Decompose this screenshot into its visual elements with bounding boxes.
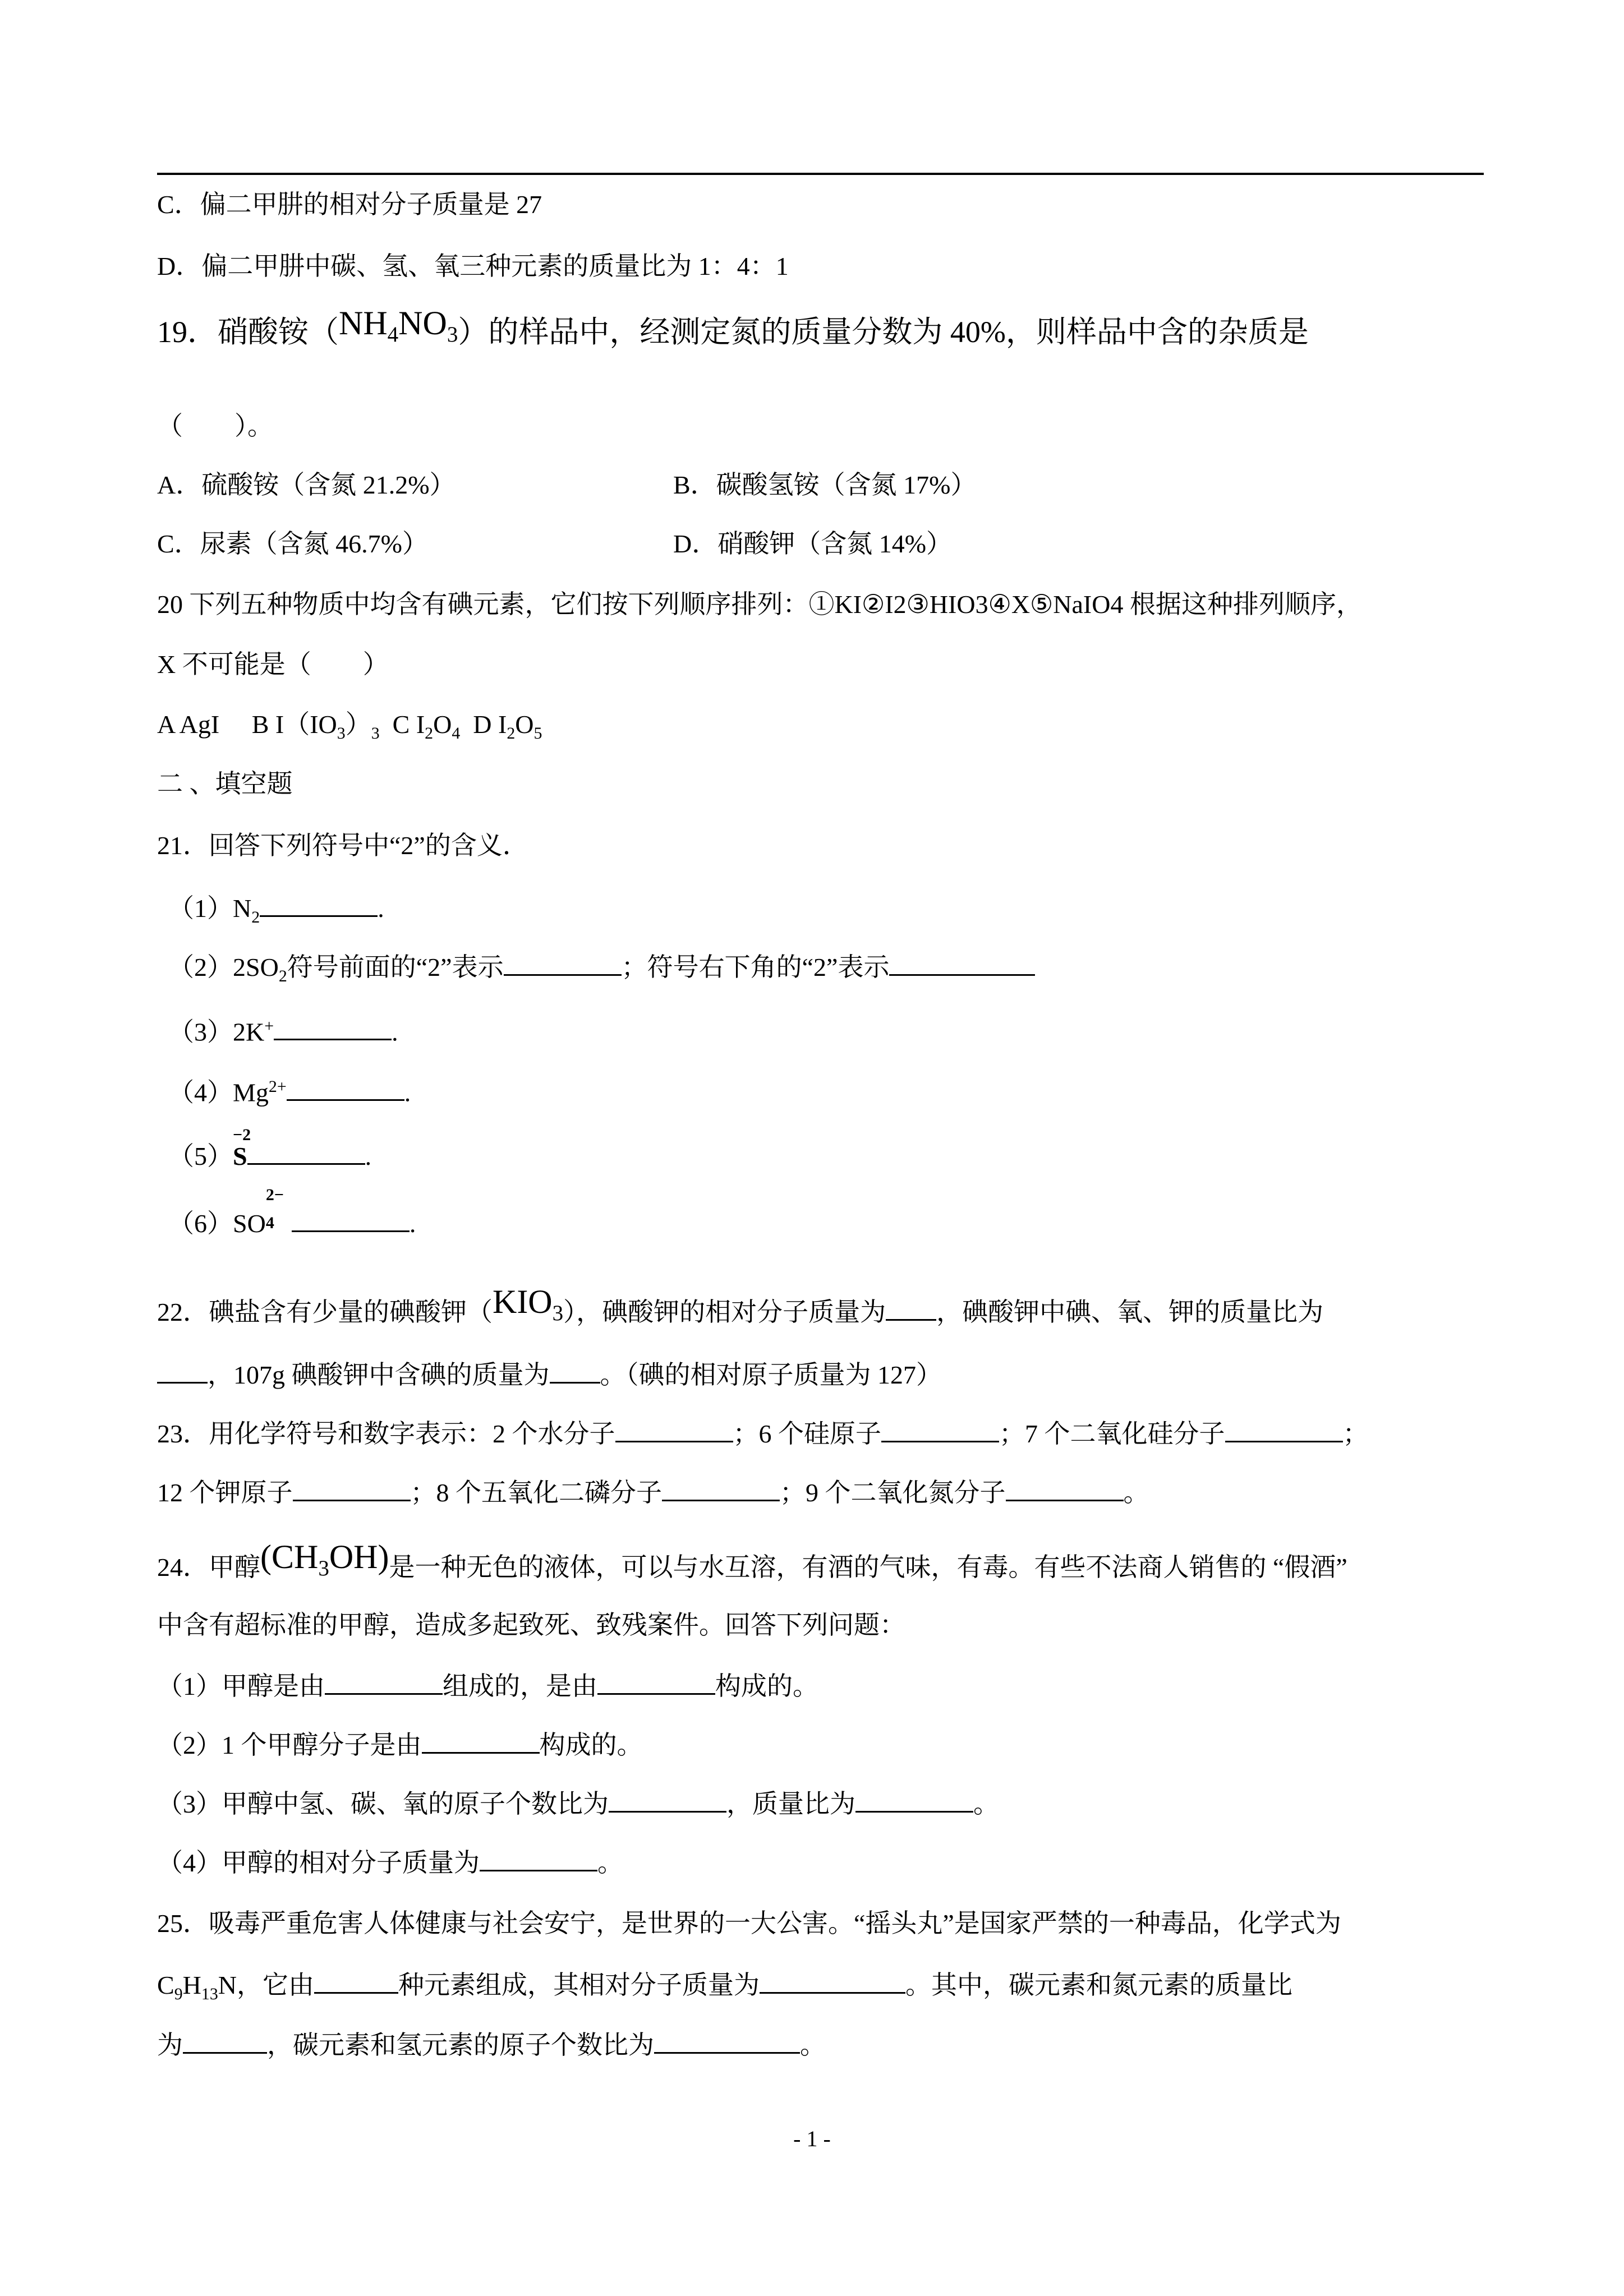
- q24-sub-2: [157, 1727, 643, 1762]
- option-text: C I: [392, 710, 425, 739]
- q23-line2: [157, 1475, 1149, 1510]
- answer-blank[interactable]: [422, 1727, 540, 1754]
- q19-suffix: ）的样品中，经测定氮的质量分数为 40%，则样品中含的杂质是: [458, 315, 1309, 349]
- formula-part: NO: [398, 305, 447, 342]
- q25-line1: 25．吸毒严重危害人体健康与社会安宁，是世界的一大公害。“摇头丸”是国家严禁的一种毒品，化学式为: [157, 1909, 1341, 1938]
- q25-text: N，它由: [218, 1971, 314, 1999]
- answer-blank[interactable]: [1225, 1416, 1343, 1442]
- subscript: 2: [251, 908, 260, 927]
- valence-symbol: [233, 1126, 251, 1173]
- formula-subscript: 13: [201, 1985, 218, 2004]
- q22-line1: [157, 1283, 1324, 1338]
- formula-subscript: 9: [174, 1985, 183, 2004]
- option-text: D I: [473, 710, 507, 739]
- answer-blank[interactable]: [247, 1138, 365, 1165]
- q25-text: 为: [157, 2031, 183, 2059]
- q24-text: ，质量比为: [726, 1790, 855, 1818]
- answer-blank[interactable]: [889, 949, 1035, 976]
- superscript: 2−: [265, 1186, 284, 1204]
- answer-blank[interactable]: [504, 949, 622, 976]
- subscript: 4: [265, 1214, 274, 1232]
- q23-text: ；8 个五氧化二磷分子: [410, 1478, 662, 1507]
- item-text: 符号前面的“2”表示: [287, 953, 504, 981]
- subscript: 3: [337, 724, 346, 743]
- punct: .: [404, 1078, 411, 1107]
- q19-formula: [339, 305, 458, 347]
- q24-text: 。: [597, 1848, 623, 1877]
- q24-text: 是一种无色的液体，可以与水互溶，有酒的气味，有毒。有些不法商人销售的 “假酒”: [389, 1553, 1347, 1582]
- q21-item-4: [168, 1070, 411, 1109]
- option-text: O: [433, 710, 452, 739]
- answer-blank[interactable]: [183, 2027, 267, 2054]
- q24-sub-4: [157, 1845, 623, 1880]
- formula-subscript: 3: [318, 1556, 329, 1580]
- item-text: ；符号右下角的“2”表示: [621, 953, 890, 981]
- answer-blank[interactable]: [287, 1075, 404, 1101]
- q20-stem-line1: 20 下列五种物质中均含有碘元素，它们按下列顺序排列：①KI②I2③HIO3④X⑤NaIO4 根据这种排列顺序，: [157, 590, 1362, 619]
- item-number: （1）: [168, 894, 233, 923]
- q21-item-5: [168, 1126, 372, 1173]
- item-number: （2）: [168, 953, 233, 981]
- punct: .: [365, 1142, 372, 1170]
- q24-text: （3）甲醇中氢、碳、氧的原子个数比为: [157, 1790, 609, 1818]
- formula-part: KIO: [493, 1283, 553, 1320]
- header-rule: [157, 173, 1484, 175]
- superscript: +: [264, 1017, 274, 1035]
- q23-text: ；6 个硅原子: [733, 1419, 881, 1448]
- answer-blank[interactable]: [314, 1967, 398, 1994]
- q22-text: ，107g 碘酸钾中含碘的质量为: [208, 1361, 550, 1389]
- item-number: （6）: [168, 1209, 233, 1238]
- q24-text: 构成的。: [715, 1672, 818, 1700]
- option-text: ）: [345, 710, 371, 739]
- q24-text: （1）甲醇是由: [157, 1672, 325, 1700]
- q20-option-c: [392, 710, 461, 743]
- punct: .: [409, 1209, 416, 1238]
- q25-text: ，碳元素和氢元素的原子个数比为: [267, 2031, 654, 2059]
- q19-prefix: 19．硝酸铵（: [157, 315, 339, 349]
- q19-option-c: C．尿素（含氮 46.7%）: [157, 529, 428, 558]
- punct: .: [392, 1017, 398, 1046]
- q25-text: 。: [800, 2031, 826, 2059]
- q24-text: （4）甲醇的相对分子质量为: [157, 1848, 480, 1877]
- item-number: （5）: [168, 1142, 233, 1170]
- formula-part: C: [157, 1971, 174, 1999]
- q21-item-6: [168, 1186, 416, 1241]
- q23-text: 。: [1123, 1478, 1149, 1507]
- q23-text: ；7 个二氧化硅分子: [999, 1419, 1225, 1448]
- answer-blank[interactable]: [480, 1845, 597, 1871]
- q19-stem: [157, 305, 1309, 359]
- q22-text: 22．碘盐含有少量的碘酸钾（: [157, 1298, 493, 1326]
- q21-item-2: [168, 949, 1035, 993]
- subscript: 2: [507, 724, 516, 743]
- q24-formula: [260, 1538, 389, 1580]
- item-number: （4）: [168, 1078, 233, 1107]
- q23-text: 12 个钾原子: [157, 1478, 293, 1507]
- option-text: B I（IO: [251, 710, 337, 739]
- q25-line2: [157, 1967, 1292, 2011]
- chem-symbol: 2SO: [233, 953, 279, 981]
- answer-blank[interactable]: [597, 1668, 715, 1695]
- q24-text: （2）1 个甲醇分子是由: [157, 1731, 422, 1759]
- q24-stem-line1: [157, 1538, 1347, 1593]
- q24-text: 24．甲醇: [157, 1553, 260, 1582]
- answer-blank[interactable]: [292, 1206, 410, 1232]
- option-text: O: [515, 710, 534, 739]
- q21-stem: 21．回答下列符号中“2”的含义．: [157, 831, 528, 860]
- answer-blank[interactable]: [855, 1786, 973, 1813]
- q19-answer-paren: （ ）。: [157, 412, 273, 440]
- answer-blank[interactable]: [662, 1475, 780, 1501]
- q21-item-1: [168, 891, 384, 934]
- q20-option-b: [251, 710, 380, 743]
- chem-symbol: SO: [233, 1209, 266, 1238]
- q25-text: 。其中，碳元素和氮元素的质量比: [905, 1971, 1292, 1999]
- q24-sub-3: [157, 1786, 999, 1821]
- answer-blank[interactable]: [881, 1416, 999, 1442]
- formula-part: OH): [329, 1538, 389, 1575]
- q24-text: 构成的。: [539, 1731, 643, 1759]
- answer-blank[interactable]: [274, 1014, 392, 1040]
- q25-text: 种元素组成，其相对分子质量为: [398, 1971, 760, 1999]
- formula-subscript: 3: [447, 322, 458, 347]
- q22-line2: [157, 1357, 942, 1392]
- formula-part: H: [182, 1971, 201, 1999]
- q24-stem-line2: 中含有超标准的甲醇，造成多起致死、致残案件。回答下列问题：: [157, 1611, 905, 1639]
- q24-text: 。: [973, 1790, 999, 1818]
- section-title: 二 、填空题: [157, 769, 293, 798]
- q23-line1: [157, 1416, 1369, 1451]
- formula-part: (CH: [260, 1538, 319, 1575]
- q22-text: ），碘酸钾的相对分子质量为: [563, 1298, 886, 1326]
- valence-mark: −2: [233, 1126, 251, 1144]
- answer-blank[interactable]: [654, 2027, 800, 2054]
- q20-option-a: A AgI: [157, 710, 220, 739]
- q23-text: ；9 个二氧化氮分子: [780, 1478, 1006, 1507]
- ion-symbol: [233, 1186, 284, 1241]
- chem-symbol: 2K: [233, 1017, 265, 1046]
- q18-option-d: D．偏二甲肼中碳、氢、氧三种元素的质量比为 1：4：1: [157, 252, 789, 280]
- q19-option-d: D．硝酸钾（含氮 14%）: [673, 529, 953, 558]
- formula-subscript: 4: [387, 322, 399, 347]
- q20-option-d: [473, 710, 542, 743]
- formula-part: NH: [339, 305, 388, 342]
- answer-blank[interactable]: [325, 1668, 443, 1695]
- answer-blank[interactable]: [615, 1416, 733, 1442]
- q19-option-a: A．硫酸铵（含氮 21.2%）: [157, 471, 456, 499]
- chem-symbol: Mg: [233, 1078, 269, 1107]
- q18-option-c: C．偏二甲肼的相对分子质量是 27: [157, 190, 542, 219]
- chem-symbol: S: [233, 1142, 247, 1170]
- subscript: 3: [371, 724, 380, 743]
- answer-blank[interactable]: [157, 1357, 208, 1384]
- q23-text: 23．用化学符号和数字表示：2 个水分子: [157, 1419, 615, 1448]
- subscript: 2: [278, 967, 287, 986]
- subscript: 5: [533, 724, 542, 743]
- answer-blank[interactable]: [293, 1475, 411, 1501]
- answer-blank[interactable]: [550, 1357, 600, 1384]
- subscript: 2: [425, 724, 434, 743]
- punct: .: [378, 894, 384, 923]
- q20-stem-line2: X 不可能是（ ）: [157, 650, 389, 679]
- answer-blank[interactable]: [1006, 1475, 1124, 1501]
- q21-item-3: [168, 1009, 398, 1049]
- superscript: 2+: [268, 1077, 287, 1096]
- page-number: - 1 -: [793, 2126, 831, 2151]
- q22-formula: [493, 1283, 564, 1325]
- q20-options: [157, 708, 542, 750]
- subscript: 4: [452, 724, 461, 743]
- q23-text: ；: [1342, 1419, 1369, 1448]
- answer-blank[interactable]: [609, 1786, 726, 1813]
- chem-symbol: N: [233, 894, 252, 923]
- answer-blank[interactable]: [260, 891, 378, 917]
- answer-blank[interactable]: [760, 1967, 905, 1994]
- item-number: （3）: [168, 1017, 233, 1046]
- q25-line3: [157, 2027, 826, 2062]
- q22-text: 。（碘的相对原子质量为 127）: [600, 1361, 942, 1389]
- q22-text: ，碘酸钾中碘、氧、钾的质量比为: [936, 1298, 1324, 1326]
- q24-sub-1: [157, 1668, 818, 1703]
- formula-subscript: 3: [552, 1301, 564, 1325]
- q24-text: 组成的，是由: [443, 1672, 597, 1700]
- q19-option-b: B．碳酸氢铵（含氮 17%）: [673, 471, 977, 499]
- answer-blank[interactable]: [886, 1294, 936, 1321]
